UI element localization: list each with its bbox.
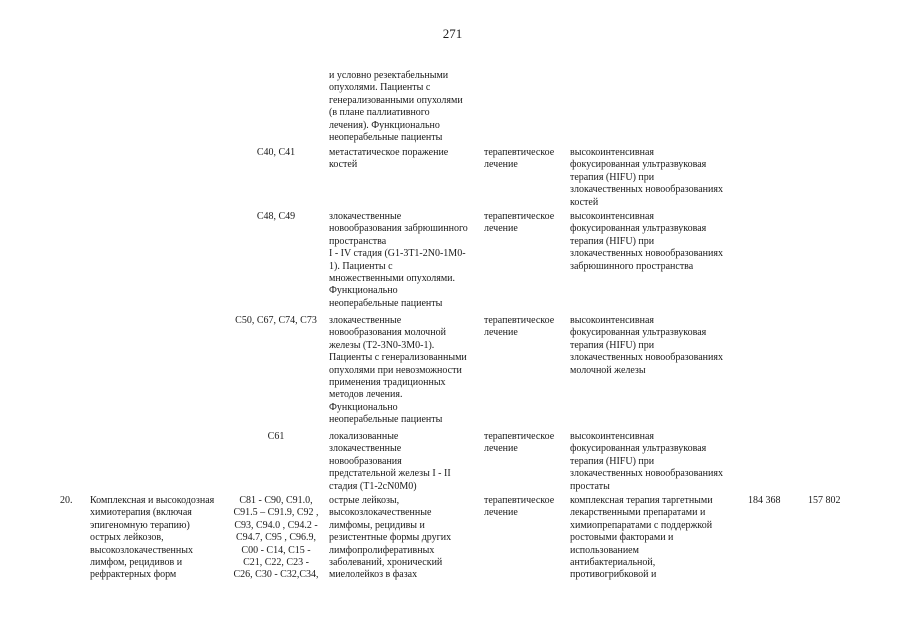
model-cell: злокачественные новообразования молочной железы (T2-3N0-3M0-1). Пациенты с генерализованными опухолями при невозможности применения традиционных методов лечения. Функционально неоперабельные пациенты [329, 315, 467, 426]
method-cell: высокоинтенсивная фокусированная ультразвуковая терапия (HIFU) при злокачественных новообразованиях молочной железы [570, 315, 723, 376]
model-cell: злокачественные новообразования забрюшинного пространства I - IV стадия (G1-3T1-2N0-1M0- 1). Пациенты с множественными опухолями. Функционально неоперабельные пациенты [329, 211, 468, 309]
model-cell: метастатическое поражение костей [329, 147, 449, 171]
method-cell: комплексная терапия таргетными лекарственными препаратами и химиопрепаратами с поддержкой ростовыми факторами и использованием антибактериальной, противогрибковой и [570, 495, 713, 581]
treatment-type-cell: терапевтическое лечение [484, 147, 555, 171]
codes-cell: C40, C41 [256, 147, 296, 158]
treatment-type-cell: терапевтическое лечение [484, 495, 555, 519]
codes-cell: C81 - C90, C91.0, C91.5 – C91.9, C92 , C93, C94.0 , C94.2 - C94.7, C95 , C96.9, C00 - C14, C15 - C21, C22, C23 - C26, C30 - C32,C34, [233, 495, 319, 581]
treatment-name-cell: Комплексная и высокодозная химиотерапия (включая эпигеномную терапию) острых лейкозов, высокозлокачественных лимфом, рецидивов и рефрактерных форм [90, 495, 215, 581]
codes-cell: C61 [267, 431, 285, 442]
page-number: 271 [442, 26, 463, 41]
codes-cell: C50, C67, C74, C73 [235, 315, 317, 326]
treatment-type-cell: терапевтическое лечение [484, 315, 555, 339]
model-cell: острые лейкозы, высокозлокачественные лимфомы, рецидивы и резистентные формы других лимфопролиферативных заболеваний, хронический миелолейкоз в фазах [329, 495, 452, 581]
norm-cost-cell: 184 368 [748, 495, 781, 506]
row-number-cell: 20. [60, 495, 73, 506]
norm-cost-cell: 157 802 [808, 495, 841, 506]
method-cell: высокоинтенсивная фокусированная ультразвуковая терапия (HIFU) при злокачественных новообразованиях забрюшинного пространства [570, 211, 723, 272]
method-cell: высокоинтенсивная фокусированная ультразвуковая терапия (HIFU) при злокачественных новообразованиях простаты [570, 431, 723, 492]
method-cell: высокоинтенсивная фокусированная ультразвуковая терапия (HIFU) при злокачественных новообразованиях костей [570, 147, 723, 208]
model-cell: и условно резектабельными опухолями. Пациенты с генерализованными опухолями (в плане паллиативного лечения). Функционально неоперабельные пациенты [329, 70, 463, 144]
model-cell: локализованные злокачественные новообразования предстательной железы I - II стадия (T1-2cN0M0) [329, 431, 451, 492]
treatment-type-cell: терапевтическое лечение [484, 211, 555, 235]
treatment-type-cell: терапевтическое лечение [484, 431, 555, 455]
codes-cell: C48, C49 [256, 211, 296, 222]
